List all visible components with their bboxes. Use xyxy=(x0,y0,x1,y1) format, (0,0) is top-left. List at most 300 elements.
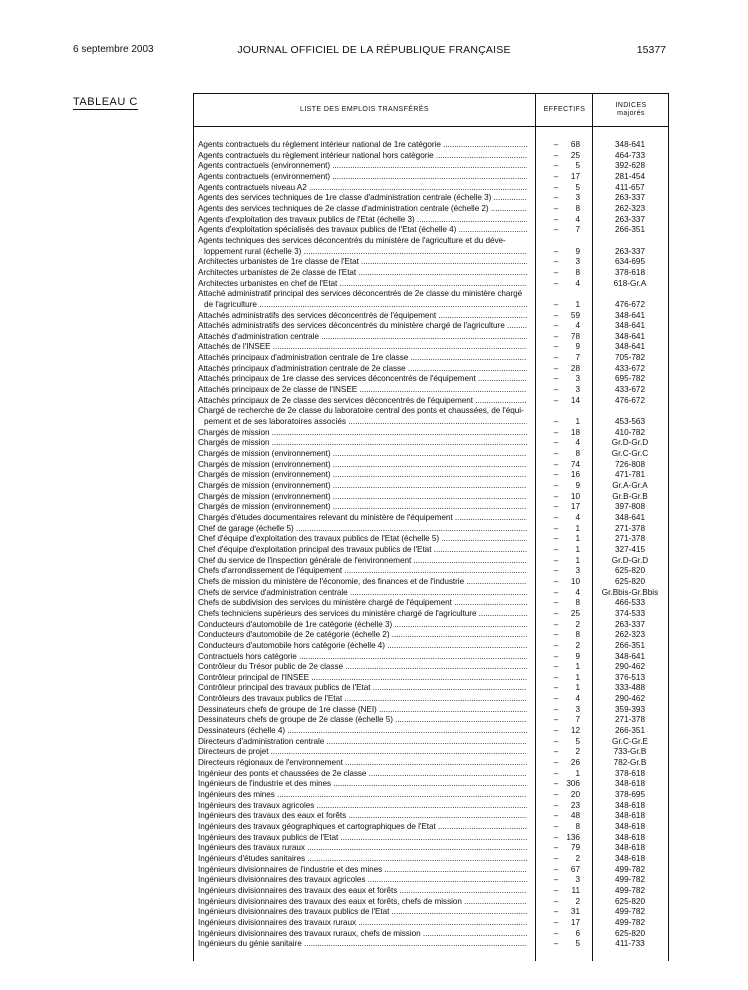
row-indices: 348-641 xyxy=(614,321,646,331)
row-dash: – xyxy=(553,758,559,768)
row-dash: – xyxy=(553,726,559,736)
table-row xyxy=(194,726,668,737)
row-indices: 378-618 xyxy=(614,768,646,778)
table-row xyxy=(194,822,668,833)
row-indices: 348-618 xyxy=(614,811,646,821)
row-job-title: Contrôleurs des travaux publics de l'Etat ..... xyxy=(194,694,527,705)
row-job-title: Agents techniques des services déconcentrés du ministère de l'agriculture et du déve- xyxy=(198,235,506,245)
row-effectifs: 79 xyxy=(570,843,580,853)
table-row xyxy=(194,374,668,385)
row-indices: 433-672 xyxy=(614,385,646,395)
row-indices: 726-808 xyxy=(614,459,646,469)
row-indices: 348-618 xyxy=(614,800,646,810)
row-effectifs: 31 xyxy=(570,907,580,917)
row-dash: – xyxy=(553,896,559,906)
row-effectifs: 2 xyxy=(575,619,580,629)
column-header-list-label: LISTE DES EMPLOIS TRANSFÉRÉS xyxy=(300,106,429,113)
table-row xyxy=(194,236,668,257)
row-effectifs: 74 xyxy=(570,459,580,469)
row-indices: 625-820 xyxy=(614,928,646,938)
row-effectifs: 3 xyxy=(575,193,580,203)
row-job-title: Ingénieurs des travaux des eaux et forêts ..... xyxy=(194,811,527,822)
row-job-title: Dessinateurs (échelle 4) ..... xyxy=(194,726,527,737)
table-row xyxy=(194,481,668,492)
row-job-title: Chefs techniciens supérieurs des services du ministère chargé de l'agriculture ..... xyxy=(194,609,527,620)
row-dash: – xyxy=(553,939,559,949)
row-dash: – xyxy=(553,203,559,213)
row-effectifs: 306 xyxy=(566,779,580,789)
row-dash: – xyxy=(553,267,559,277)
row-job-title: Directeurs de projet ..... xyxy=(194,747,527,758)
table-row xyxy=(194,151,668,162)
row-job-title: Ingénieurs de l'industrie et des mines ..... xyxy=(194,779,527,790)
row-effectifs: 18 xyxy=(570,427,580,437)
row-dash: – xyxy=(553,470,559,480)
row-indices: 618-Gr.A xyxy=(613,278,647,288)
row-effectifs: 1 xyxy=(575,768,580,778)
row-indices: 348-641 xyxy=(614,331,646,341)
row-indices: 348-641 xyxy=(614,310,646,320)
table-row xyxy=(194,683,668,694)
row-job-title: Architectes urbanistes de 1re classe de l'Etat ..... xyxy=(194,257,527,268)
row-dash: – xyxy=(553,171,559,181)
table-row xyxy=(194,460,668,471)
row-indices: 466-533 xyxy=(614,598,646,608)
row-effectifs: 1 xyxy=(575,672,580,682)
row-dash: – xyxy=(553,907,559,917)
row-indices: 359-393 xyxy=(614,704,646,714)
row-dash: – xyxy=(553,491,559,501)
row-dash: – xyxy=(553,619,559,629)
row-job-title: Attachés d'administration centrale ..... xyxy=(194,332,527,343)
row-indices: 499-782 xyxy=(614,885,646,895)
row-dash: – xyxy=(553,310,559,320)
row-indices: 410-782 xyxy=(614,427,646,437)
row-job-title: Directeurs d'administration centrale ..... xyxy=(194,737,527,748)
column-header-indices xyxy=(592,94,669,126)
row-effectifs: 59 xyxy=(570,310,580,320)
row-dash: – xyxy=(553,672,559,682)
row-dash: – xyxy=(553,481,559,490)
row-indices: 263-337 xyxy=(614,214,646,224)
table-header xyxy=(194,94,668,127)
row-dash: – xyxy=(553,715,559,725)
row-effectifs: 25 xyxy=(570,150,580,160)
row-effectifs: 8 xyxy=(575,449,580,459)
column-header-indices-sub: majorés xyxy=(617,110,645,117)
row-dash: – xyxy=(553,417,559,427)
row-job-title: Directeurs régionaux de l'environnement ..... xyxy=(194,758,527,769)
row-job-title: Attachés principaux de 2e classe des services déconcentrés de l'équipement ..... xyxy=(194,396,527,407)
row-job-title: Ingénieurs des travaux géographiques et cartographiques de l'Etat ..... xyxy=(194,822,527,833)
row-indices: 333-488 xyxy=(614,683,646,693)
row-dash: – xyxy=(553,193,559,203)
table-row xyxy=(194,257,668,268)
table-row xyxy=(194,396,668,407)
row-indices: 348-618 xyxy=(614,779,646,789)
row-indices: 464-733 xyxy=(614,150,646,160)
row-effectifs: 78 xyxy=(570,331,580,341)
row-job-title: Conducteurs d'automobile de 2e catégorie (échelle 2) ..... xyxy=(194,630,527,641)
row-effectifs: 2 xyxy=(575,640,580,650)
row-dash: – xyxy=(553,438,559,448)
row-job-title: Agents contractuels (environnement) ..... xyxy=(194,161,527,172)
row-indices: 453-563 xyxy=(614,417,646,427)
column-header-effectifs-label: EFFECTIFS xyxy=(543,106,586,113)
row-indices: 327-415 xyxy=(614,544,646,554)
row-indices: 634-695 xyxy=(614,257,646,267)
row-effectifs: 10 xyxy=(570,491,580,501)
row-effectifs: 16 xyxy=(570,470,580,480)
table-row xyxy=(194,342,668,353)
row-dash: – xyxy=(553,246,559,256)
row-effectifs: 17 xyxy=(570,917,580,927)
table-row xyxy=(194,854,668,865)
column-header-indices-label: INDICES xyxy=(615,102,647,109)
row-job-title: Attachés principaux de 2e classe de l'INSEE ..... xyxy=(194,385,527,396)
row-dash: – xyxy=(553,608,559,618)
row-effectifs: 1 xyxy=(575,417,580,427)
row-job-title: Ingénieurs divisionnaires des travaux ruraux, chefs de mission ..... xyxy=(194,929,527,940)
row-job-title: Attachés administratifs des services déconcentrés de l'équipement ..... xyxy=(194,311,527,322)
row-indices: 376-513 xyxy=(614,672,646,682)
row-job-title: Chargés de mission (environnement) ..... xyxy=(194,449,527,460)
row-job-title-continuation: de l'agriculture ..... xyxy=(194,300,527,311)
row-job-title: Agents d'exploitation des travaux publics de l'Etat (échelle 3) ..... xyxy=(194,215,527,226)
row-dash: – xyxy=(553,598,559,608)
row-job-title: Chef d'équipe d'exploitation principal des travaux publics de l'Etat ..... xyxy=(194,545,527,556)
row-indices: 348-618 xyxy=(614,853,646,863)
table-row xyxy=(194,907,668,918)
row-indices: 262-323 xyxy=(614,203,646,213)
row-job-title: Agents des services techniques de 2e classe d'administration centrale (échelle 2) ..... xyxy=(194,204,527,215)
row-indices: 263-337 xyxy=(614,619,646,629)
row-job-title: Ingénieurs des travaux ruraux ..... xyxy=(194,843,527,854)
row-job-title: Attaché administratif principal des services déconcentrés de 2e classe du ministère chargé xyxy=(198,289,523,299)
row-effectifs: 4 xyxy=(575,587,580,597)
table-row xyxy=(194,502,668,513)
row-indices: 263-337 xyxy=(614,246,646,256)
row-job-title: Ingénieurs divisionnaires des travaux ruraux ..... xyxy=(194,918,527,929)
row-job-title: Agents contractuels (environnement) ..... xyxy=(194,172,527,183)
row-effectifs: 28 xyxy=(570,363,580,373)
tableau-label: TABLEAU C xyxy=(73,96,138,108)
row-effectifs: 5 xyxy=(575,939,580,949)
row-effectifs: 68 xyxy=(570,140,580,149)
row-effectifs: 11 xyxy=(571,885,580,895)
row-indices: 705-782 xyxy=(614,353,646,363)
row-effectifs: 1 xyxy=(575,523,580,533)
table-row xyxy=(194,289,668,310)
row-dash: – xyxy=(553,790,559,800)
row-dash: – xyxy=(553,321,559,331)
table-row xyxy=(194,556,668,567)
row-effectifs: 1 xyxy=(575,555,580,565)
row-job-title: Chargés de mission ..... xyxy=(194,438,527,449)
row-dash: – xyxy=(553,694,559,704)
row-dash: – xyxy=(553,523,559,533)
table-row xyxy=(194,204,668,215)
table-row xyxy=(194,268,668,279)
row-effectifs: 3 xyxy=(575,875,580,885)
row-job-title: Architectes urbanistes de 2e classe de l'Etat ..... xyxy=(194,268,527,279)
table-row xyxy=(194,588,668,599)
table-row xyxy=(194,279,668,290)
row-effectifs: 9 xyxy=(575,481,580,490)
row-dash: – xyxy=(553,843,559,853)
row-indices: 392-628 xyxy=(614,161,646,171)
row-job-title: Agents contractuels niveau A2 ..... xyxy=(194,183,527,194)
table-row xyxy=(194,193,668,204)
column-header-list xyxy=(194,94,535,126)
row-dash: – xyxy=(553,257,559,267)
row-job-title: Chefs d'arrondissement de l'équipement ..... xyxy=(194,566,527,577)
row-job-title: Chargés de mission (environnement) ..... xyxy=(194,502,527,513)
table-row xyxy=(194,449,668,460)
row-dash: – xyxy=(553,811,559,821)
row-effectifs: 1 xyxy=(575,683,580,693)
row-effectifs: 3 xyxy=(575,704,580,714)
row-indices: 499-782 xyxy=(614,864,646,874)
row-job-title: Contrôleur principal des travaux publics de l'Etat ..... xyxy=(194,683,527,694)
row-job-title: Ingénieurs des travaux agricoles ..... xyxy=(194,801,527,812)
table-row xyxy=(194,758,668,769)
row-effectifs: 9 xyxy=(575,651,580,661)
row-job-title: Chef du service de l'inspection générale de l'environnement ..... xyxy=(194,556,527,567)
row-effectifs: 4 xyxy=(575,438,580,448)
row-effectifs: 9 xyxy=(575,246,580,256)
row-dash: – xyxy=(553,683,559,693)
row-indices: Gr.B-Gr.B xyxy=(612,491,648,501)
table-row xyxy=(194,353,668,364)
row-indices: 499-782 xyxy=(614,875,646,885)
row-dash: – xyxy=(553,917,559,927)
row-indices: 281-454 xyxy=(614,171,646,181)
row-indices: 266-351 xyxy=(614,225,646,235)
row-dash: – xyxy=(553,640,559,650)
row-effectifs: 3 xyxy=(575,566,580,576)
row-dash: – xyxy=(553,502,559,512)
table-row xyxy=(194,406,668,427)
row-job-title: Conducteurs d'automobile de 1re catégorie (échelle 3) ..... xyxy=(194,620,527,631)
table-row xyxy=(194,897,668,908)
row-effectifs: 4 xyxy=(575,321,580,331)
row-effectifs: 8 xyxy=(575,598,580,608)
row-indices: 290-462 xyxy=(614,662,646,672)
row-job-title-continuation: pement et de ses laboratoires associés ..... xyxy=(194,417,527,428)
row-effectifs: 8 xyxy=(575,822,580,831)
row-indices: 476-672 xyxy=(614,395,646,405)
row-dash: – xyxy=(553,704,559,714)
row-job-title: Ingénieur des ponts et chaussées de 2e classe ..... xyxy=(194,769,527,780)
row-effectifs: 23 xyxy=(570,800,580,810)
row-indices: 625-820 xyxy=(614,576,646,586)
row-job-title: Chargés d'études documentaires relevant du ministère de l'équipement ..... xyxy=(194,513,527,524)
row-indices: 290-462 xyxy=(614,694,646,704)
table-row xyxy=(194,470,668,481)
row-indices: 271-378 xyxy=(614,715,646,725)
row-indices: 271-378 xyxy=(614,534,646,544)
row-dash: – xyxy=(553,736,559,746)
row-dash: – xyxy=(553,299,559,309)
table-row xyxy=(194,183,668,194)
row-dash: – xyxy=(553,822,559,831)
row-dash: – xyxy=(553,885,559,895)
row-job-title: Attachés administratifs des services déconcentrés du ministère chargé de l'agriculture ..... xyxy=(194,321,527,332)
row-dash: – xyxy=(553,534,559,544)
row-indices: Gr.C-Gr.E xyxy=(612,736,648,746)
table-row xyxy=(194,545,668,556)
row-dash: – xyxy=(553,800,559,810)
row-dash: – xyxy=(553,342,559,352)
table-row xyxy=(194,492,668,503)
row-dash: – xyxy=(553,278,559,288)
row-indices: 378-695 xyxy=(614,790,646,800)
row-job-title: Ingénieurs divisionnaires des travaux des eaux et forêts, chefs de mission ..... xyxy=(194,897,527,908)
row-indices: 378-618 xyxy=(614,267,646,277)
row-indices: 348-618 xyxy=(614,832,646,842)
row-indices: 266-351 xyxy=(614,726,646,736)
table-row xyxy=(194,715,668,726)
row-dash: – xyxy=(553,182,559,192)
table-row xyxy=(194,673,668,684)
row-effectifs: 1 xyxy=(575,534,580,544)
row-job-title: Ingénieurs d'études sanitaires ..... xyxy=(194,854,527,865)
row-indices: 782-Gr.B xyxy=(613,758,647,768)
row-indices: 374-533 xyxy=(614,608,646,618)
table-row xyxy=(194,737,668,748)
row-job-title: Chargés de mission (environnement) ..... xyxy=(194,492,527,503)
row-effectifs: 7 xyxy=(575,353,580,363)
table-row xyxy=(194,321,668,332)
row-dash: – xyxy=(553,385,559,395)
row-job-title: Ingénieurs du génie sanitaire ..... xyxy=(194,939,527,950)
row-indices: 733-Gr.B xyxy=(613,747,647,757)
table-row xyxy=(194,609,668,620)
row-job-title: Chef d'équipe d'exploitation des travaux publics de l'Etat (échelle 5) ..... xyxy=(194,534,527,545)
row-indices: 348-618 xyxy=(614,822,646,831)
row-job-title: Contractuels hors catégorie ..... xyxy=(194,652,527,663)
row-dash: – xyxy=(553,225,559,235)
table-row xyxy=(194,811,668,822)
row-dash: – xyxy=(553,555,559,565)
row-effectifs: 2 xyxy=(575,896,580,906)
table-row xyxy=(194,513,668,524)
row-job-title: Ingénieurs des travaux publics de l'Etat ..... xyxy=(194,833,527,844)
table-row xyxy=(194,534,668,545)
row-effectifs: 4 xyxy=(575,214,580,224)
table-row xyxy=(194,652,668,663)
row-job-title: Chargés de mission ..... xyxy=(194,428,527,439)
row-dash: – xyxy=(553,374,559,384)
row-job-title: Ingénieurs divisionnaires des travaux agricoles ..... xyxy=(194,875,527,886)
row-effectifs: 6 xyxy=(575,928,580,938)
row-job-title: Conducteurs d'automobile hors catégorie (échelle 4) ..... xyxy=(194,641,527,652)
row-indices: Gr.A-Gr.A xyxy=(612,481,648,490)
row-job-title: Contrôleur principal de l'INSEE ..... xyxy=(194,673,527,684)
row-indices: 471-781 xyxy=(614,470,646,480)
row-indices: Gr.C-Gr.C xyxy=(611,449,649,459)
table-row xyxy=(194,428,668,439)
row-effectifs: 136 xyxy=(566,832,580,842)
row-indices: 262-323 xyxy=(614,630,646,640)
row-effectifs: 20 xyxy=(570,790,580,800)
row-effectifs: 12 xyxy=(570,726,580,736)
row-effectifs: 4 xyxy=(575,512,580,522)
row-dash: – xyxy=(553,544,559,554)
row-job-title: Chefs de subdivision des services du ministère chargé de l'équipement ..... xyxy=(194,598,527,609)
row-dash: – xyxy=(553,928,559,938)
row-job-title: Agents contractuels du règlement intérieur national hors catégorie ..... xyxy=(194,151,527,162)
row-indices: 695-782 xyxy=(614,374,646,384)
row-dash: – xyxy=(553,747,559,757)
table-row xyxy=(194,875,668,886)
row-dash: – xyxy=(553,853,559,863)
row-job-title-continuation: loppement rural (échelle 3) ..... xyxy=(194,247,527,258)
row-effectifs: 10 xyxy=(570,576,580,586)
row-effectifs: 1 xyxy=(575,299,580,309)
table-row xyxy=(194,662,668,673)
table-row xyxy=(194,620,668,631)
row-dash: – xyxy=(553,427,559,437)
row-effectifs: 17 xyxy=(570,171,580,181)
table-rows xyxy=(194,140,668,950)
row-effectifs: 67 xyxy=(570,864,580,874)
row-job-title: Agents contractuels du règlement intérieur national de 1re catégorie ..... xyxy=(194,140,527,151)
row-job-title: Chefs de mission du ministère de l'économie, des finances et de l'industrie ..... xyxy=(194,577,527,588)
row-effectifs: 26 xyxy=(570,758,580,768)
row-dash: – xyxy=(553,768,559,778)
row-job-title: Dessinateurs chefs de groupe de 1re classe (NEI) ..... xyxy=(194,705,527,716)
table-row xyxy=(194,225,668,236)
row-job-title: Ingénieurs des mines ..... xyxy=(194,790,527,801)
row-effectifs: 14 xyxy=(570,395,580,405)
row-indices: 411-733 xyxy=(615,939,645,949)
row-indices: 499-782 xyxy=(614,917,646,927)
row-dash: – xyxy=(553,630,559,640)
table-row xyxy=(194,801,668,812)
row-dash: – xyxy=(553,331,559,341)
table-row xyxy=(194,939,668,950)
table-row xyxy=(194,598,668,609)
table-row xyxy=(194,790,668,801)
row-effectifs: 3 xyxy=(575,374,580,384)
table-row xyxy=(194,886,668,897)
row-dash: – xyxy=(553,566,559,576)
row-dash: – xyxy=(553,161,559,171)
table-row xyxy=(194,694,668,705)
row-effectifs: 4 xyxy=(575,694,580,704)
jobs-table xyxy=(193,93,669,961)
table-row xyxy=(194,385,668,396)
row-job-title: Chargés de mission (environnement) ..... xyxy=(194,481,527,492)
row-effectifs: 8 xyxy=(575,267,580,277)
row-job-title: Attachés principaux de 1re classe des services déconcentrés de l'équipement ..... xyxy=(194,374,527,385)
row-effectifs: 17 xyxy=(570,502,580,512)
row-effectifs: 8 xyxy=(575,630,580,640)
row-job-title: Chargés de mission (environnement) ..... xyxy=(194,470,527,481)
row-effectifs: 48 xyxy=(570,811,580,821)
table-row xyxy=(194,705,668,716)
row-dash: – xyxy=(553,140,559,149)
row-dash: – xyxy=(553,662,559,672)
row-job-title: Ingénieurs divisionnaires des travaux publics de l'Etat ..... xyxy=(194,907,527,918)
row-effectifs: 7 xyxy=(575,225,580,235)
row-effectifs: 5 xyxy=(575,161,580,171)
row-effectifs: 8 xyxy=(575,203,580,213)
row-dash: – xyxy=(553,587,559,597)
table-row xyxy=(194,566,668,577)
